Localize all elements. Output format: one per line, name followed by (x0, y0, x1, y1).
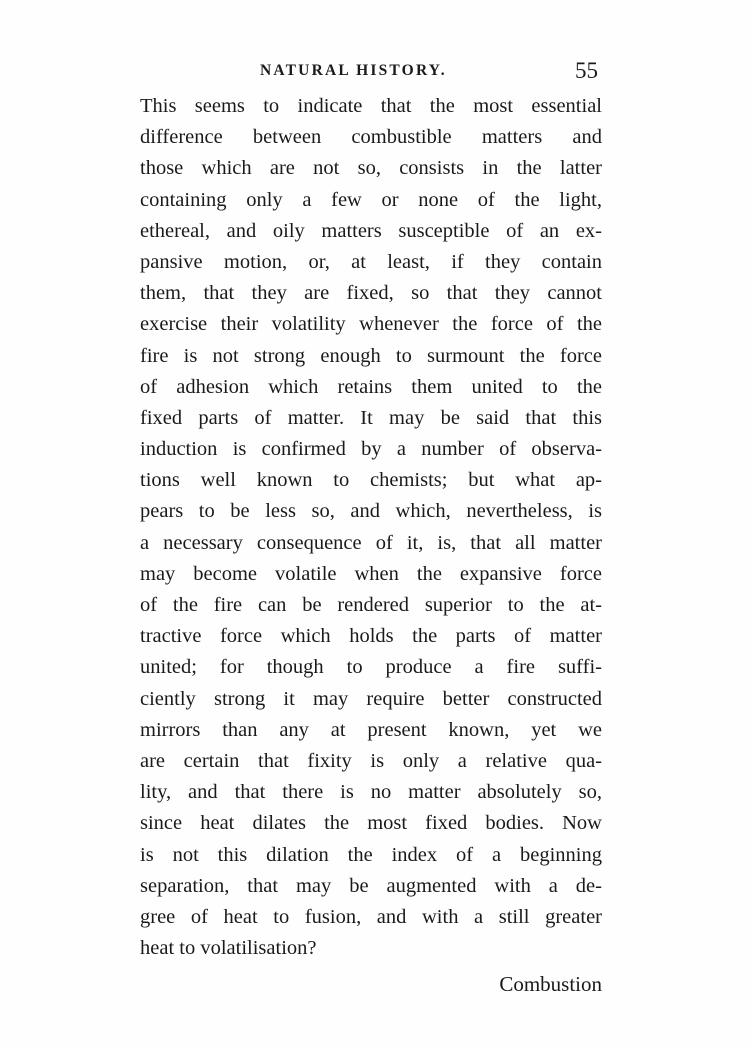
text-line: of adhesion which retains them united to the (140, 375, 602, 398)
text-line: ciently strong it may require better constructed (140, 687, 602, 710)
text-line: This seems to indicate that the most essential (140, 95, 602, 117)
text-line: containing only a few or none of the light, (140, 188, 602, 211)
text-line: united; for though to produce a fire suffi- (140, 656, 602, 679)
text-line: lity, and that there is no matter absolutely so, (140, 781, 602, 804)
text-line: exercise their volatility whenever the force of the (140, 313, 602, 336)
text-line: tractive force which holds the parts of matter (140, 625, 602, 648)
text-line: may become volatile when the expansive force (140, 562, 602, 585)
running-head-title: NATURAL HISTORY. (260, 62, 447, 79)
body-paragraph (140, 91, 602, 964)
running-head (140, 58, 602, 88)
text-line: is not this dilation the index of a beginning (140, 843, 602, 866)
text-line: of the fire can be rendered superior to the at- (140, 594, 602, 616)
text-line: since heat dilates the most fixed bodies. Now (140, 812, 602, 835)
text-line: them, that they are fixed, so that they cannot (140, 282, 602, 305)
text-line: fire is not strong enough to surmount the force (140, 344, 602, 367)
text-line: difference between combustible matters and (140, 126, 602, 149)
text-line: gree of heat to fusion, and with a still greater (140, 905, 602, 928)
text-line: heat to volatilisation? (140, 937, 317, 960)
text-line: separation, that may be augmented with a de- (140, 874, 602, 897)
text-line: tions well known to chemists; but what ap- (140, 469, 602, 492)
text-line: those which are not so, consists in the latter (140, 157, 602, 180)
catchword: Combustion (499, 972, 602, 996)
page-number: 55 (575, 58, 598, 83)
text-line: induction is confirmed by a number of observa- (140, 438, 602, 461)
text-line: are certain that fixity is only a relative qua- (140, 749, 602, 772)
text-line: ethereal, and oily matters susceptible of an ex- (140, 219, 602, 242)
text-line: a necessary consequence of it, is, that all matter (140, 531, 602, 554)
text-line: fixed parts of matter. It may be said that this (140, 406, 602, 429)
text-line: mirrors than any at present known, yet we (140, 718, 602, 741)
text-line: pansive motion, or, at least, if they contain (140, 250, 602, 273)
text-line: pears to be less so, and which, nevertheless, is (140, 500, 602, 523)
